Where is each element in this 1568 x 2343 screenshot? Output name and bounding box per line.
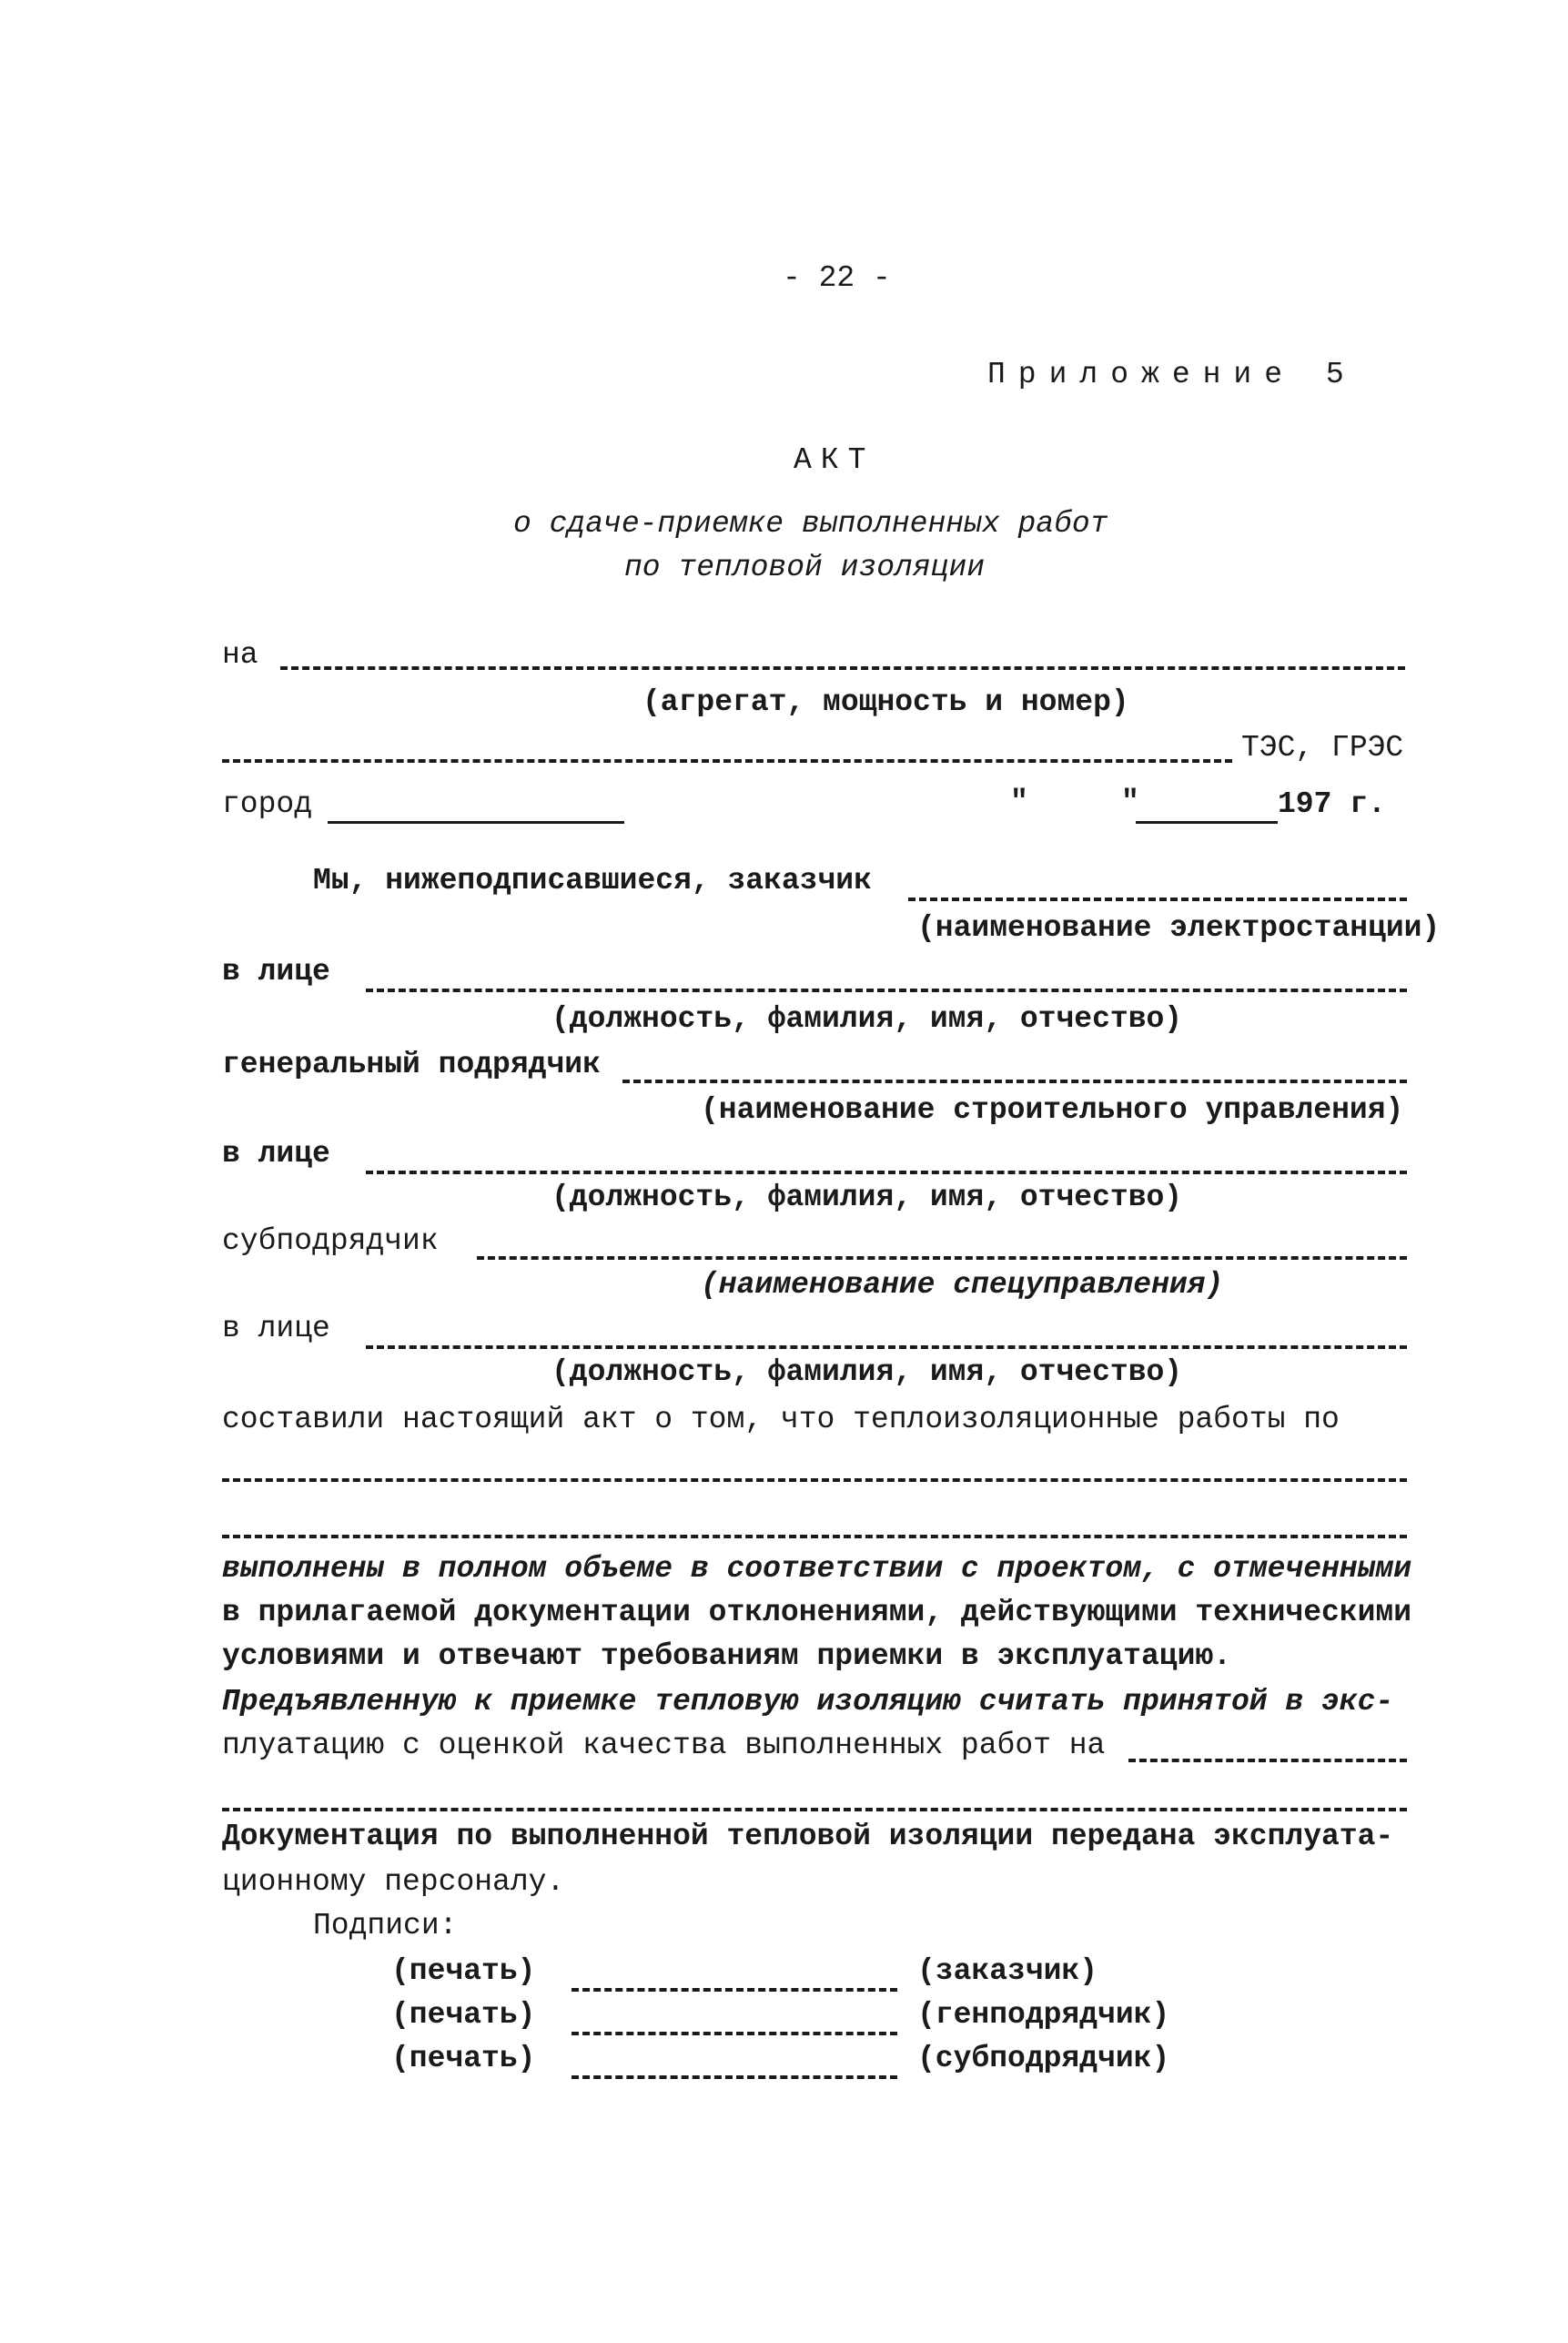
- works-blank-1: [222, 1478, 1407, 1482]
- body-line-3: в прилагаемой документации отклонениями, действующими техническими: [222, 1596, 1412, 1629]
- city-blank: [328, 821, 624, 824]
- person-blank-3: [366, 1345, 1407, 1349]
- represented-by-3: в лице: [222, 1312, 330, 1345]
- body-line-8: ционному персоналу.: [222, 1865, 565, 1899]
- signatures-label: Подписи:: [313, 1909, 458, 1942]
- stamp-label: (печать): [391, 2042, 536, 2075]
- date-quote-close: ": [1121, 786, 1139, 819]
- represented-by-2: в лице: [222, 1137, 330, 1171]
- city-label: город: [222, 787, 313, 821]
- subcontractor-label: субподрядчик: [222, 1224, 439, 1258]
- we-label: Мы, нижеподписавшиеся, заказчик: [313, 864, 872, 898]
- body-line-6: плуатацию с оценкой качества выполненных работ на: [222, 1729, 1106, 1762]
- signature-blank: [572, 2075, 897, 2079]
- person-blank-1: [366, 989, 1407, 992]
- stamp-label: (печать): [391, 1954, 536, 1988]
- person-blank-2: [366, 1171, 1407, 1174]
- station-blank: [222, 759, 1232, 763]
- station-suffix: ТЭС, ГРЭС: [1241, 731, 1404, 765]
- subcontractor-blank: [477, 1256, 1407, 1260]
- date-blank: [1136, 821, 1278, 824]
- signature-role: (заказчик): [917, 1954, 1098, 1988]
- year-suffix: 197 г.: [1278, 787, 1386, 821]
- quality-blank: [1128, 1759, 1407, 1762]
- page-number: - 22 -: [783, 261, 891, 295]
- signature-role: (генподрядчик): [917, 1998, 1170, 2032]
- body-line-5: Предъявленную к приемке тепловую изоляцию считать принятой в экс-: [222, 1685, 1394, 1719]
- subcontractor-caption: (наименование спецуправления): [701, 1268, 1224, 1302]
- appendix-label: Приложение 5: [987, 358, 1357, 391]
- customer-caption: (наименование электростанции): [917, 911, 1441, 945]
- signature-role: (субподрядчик): [917, 2042, 1170, 2075]
- person-caption-2: (должность, фамилия, имя, отчество): [551, 1181, 1183, 1214]
- works-blank-2: [222, 1535, 1407, 1538]
- general-contractor-caption: (наименование строительного управления): [701, 1093, 1404, 1127]
- body-line-1: составили настоящий акт о том, что теплоизоляционные работы по: [222, 1403, 1340, 1436]
- date-quote-open: ": [1010, 786, 1028, 819]
- person-caption-3: (должность, фамилия, имя, отчество): [551, 1355, 1183, 1389]
- on-label: на: [222, 638, 258, 672]
- unit-blank: [280, 666, 1405, 670]
- person-caption-1: (должность, фамилия, имя, отчество): [551, 1002, 1183, 1036]
- unit-caption: (агрегат, мощность и номер): [642, 685, 1129, 719]
- signature-blank: [572, 1988, 897, 1992]
- general-contractor-label: генеральный подрядчик: [222, 1048, 601, 1081]
- document-title: АКТ: [794, 443, 875, 477]
- customer-blank: [908, 898, 1407, 901]
- represented-by-1: в лице: [222, 955, 330, 989]
- signature-blank: [572, 2032, 897, 2035]
- body-line-4: условиями и отвечают требованиям приемки в эксплуатацию.: [222, 1639, 1231, 1673]
- general-contractor-blank: [622, 1080, 1407, 1083]
- body-line-2: выполнены в полном объеме в соответствии с проектом, с отмеченными: [222, 1552, 1412, 1586]
- document-subtitle-line2: по тепловой изоляции: [624, 551, 986, 584]
- document-subtitle-line1: о сдаче-приемке выполненных работ: [513, 507, 1108, 541]
- body-line-7: Документация по выполненной тепловой изоляции передана эксплуата-: [222, 1820, 1394, 1853]
- quality-blank-2: [222, 1808, 1407, 1811]
- stamp-label: (печать): [391, 1998, 536, 2032]
